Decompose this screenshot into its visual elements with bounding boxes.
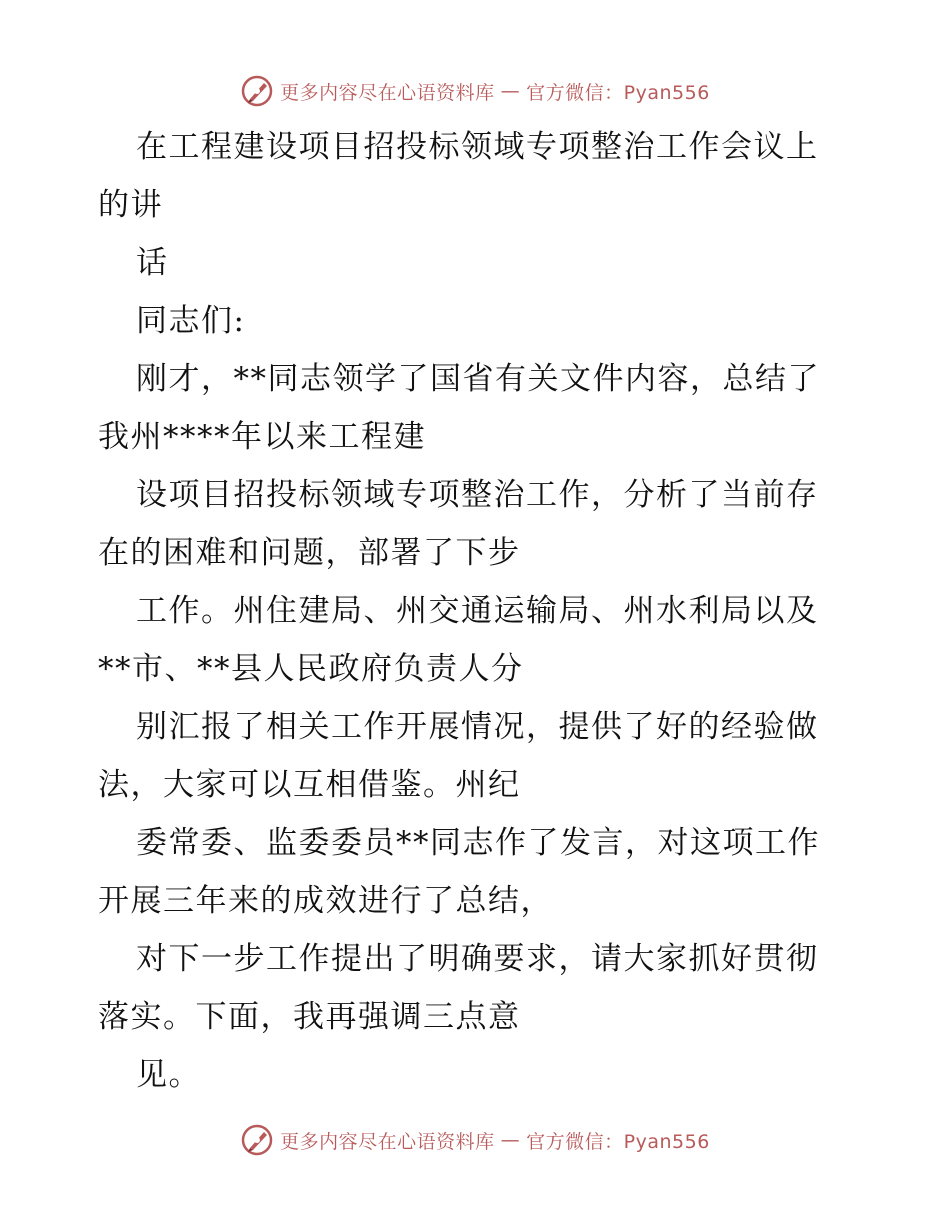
- paragraph-line: 见。: [136, 1057, 201, 1093]
- footer-wechat-text: 官方微信：Pyan556: [526, 1130, 710, 1153]
- paragraph-line: 我州****年以来工程建: [98, 419, 426, 455]
- header-site-text: 更多内容尽在心语资料库: [280, 81, 495, 104]
- paragraph-line: 开展三年来的成效进行了总结，: [98, 883, 553, 919]
- document-body: [98, 118, 858, 1104]
- header-separator: —: [500, 80, 521, 102]
- footer-watermark-banner: [0, 1120, 950, 1160]
- paragraph-line: 对下一步工作提出了明确要求，请大家抓好贯彻: [136, 941, 819, 977]
- title-line-3: 话: [136, 245, 169, 281]
- title-line-2: 的讲: [98, 187, 163, 223]
- header-wechat-text: 官方微信：Pyan556: [526, 81, 710, 104]
- pen-logo-icon: [240, 1123, 274, 1157]
- paragraph-line: 落实。下面，我再强调三点意: [98, 999, 521, 1035]
- pen-logo-icon: [240, 74, 274, 108]
- paragraph-line: 刚才，**同志领学了国省有关文件内容，总结了: [136, 361, 820, 397]
- paragraph-line: 工作。州住建局、州交通运输局、州水利局以及: [136, 593, 819, 629]
- paragraph-line: 在的困难和问题，部署了下步: [98, 535, 521, 571]
- paragraph-line: 别汇报了相关工作开展情况，提供了好的经验做: [136, 709, 819, 745]
- paragraph-line: **市、**县人民政府负责人分: [98, 651, 524, 687]
- title-line-1: 在工程建设项目招投标领域专项整治工作会议上: [136, 129, 819, 165]
- footer-separator: —: [500, 1129, 521, 1151]
- header-watermark-banner: [0, 71, 950, 111]
- paragraph-line: 委常委、监委委员**同志作了发言，对这项工作: [136, 825, 820, 861]
- paragraph-line: 设项目招投标领域专项整治工作，分析了当前存: [136, 477, 819, 513]
- paragraph-line: 法，大家可以互相借鉴。州纪: [98, 767, 521, 803]
- salutation: 同志们:: [136, 303, 246, 339]
- footer-site-text: 更多内容尽在心语资料库: [280, 1130, 495, 1153]
